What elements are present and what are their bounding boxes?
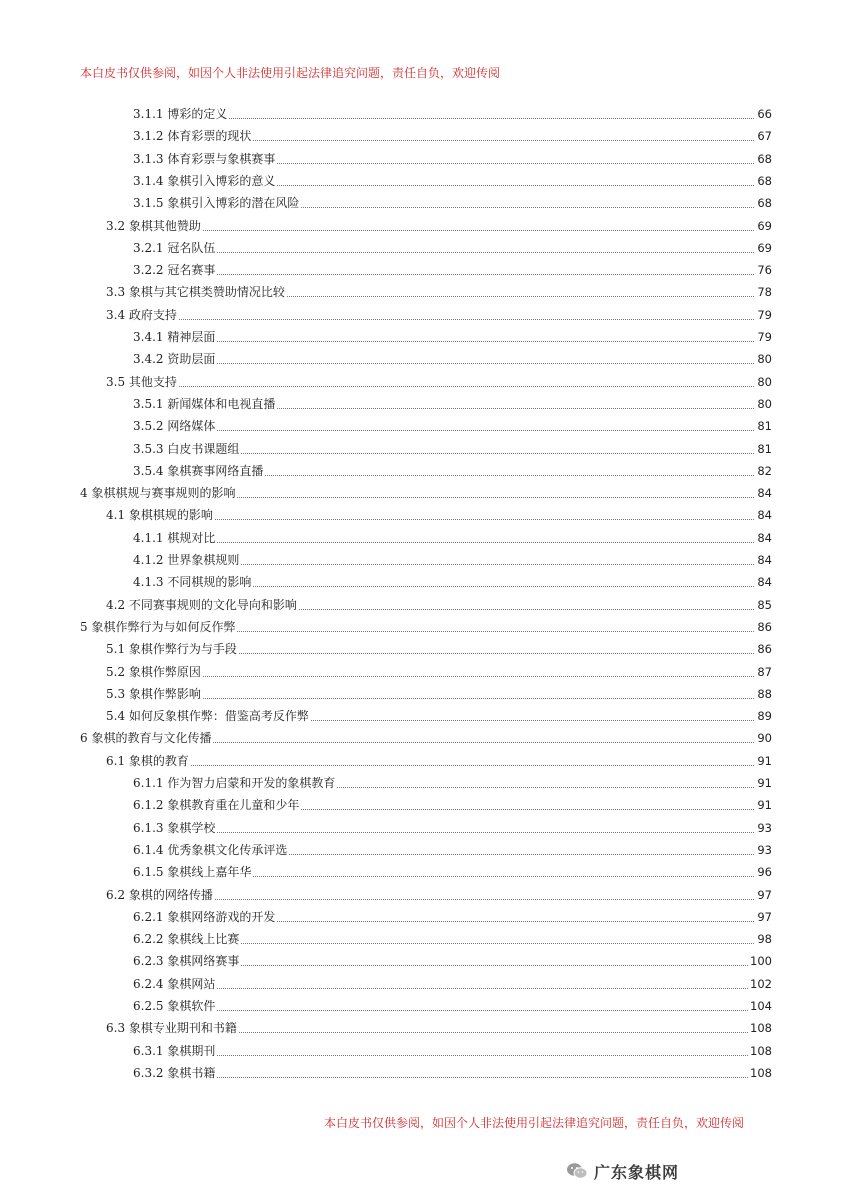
toc-entry[interactable] <box>0 973 848 995</box>
toc-entry[interactable] <box>0 237 848 259</box>
toc-entry[interactable] <box>0 504 848 526</box>
disclaimer-bottom: 本白皮书仅供参阅，如因个人非法使用引起法律追究问题，责任自负，欢迎传阅 <box>324 1116 745 1130</box>
toc-entry-title: 6.1.5 象棋线上嘉年华 <box>133 861 253 883</box>
toc-entry-title: 3.2.2 冠名赛事 <box>133 259 217 281</box>
toc-entry-page: 79 <box>755 326 772 348</box>
toc-entry[interactable] <box>0 750 848 772</box>
toc-entry-title: 5 象棋作弊行为与如何反作弊 <box>80 616 237 638</box>
toc-entry-page: 80 <box>755 393 772 415</box>
toc-entry[interactable] <box>0 906 848 928</box>
toc-entry-title: 3.5.2 网络媒体 <box>133 415 217 437</box>
toc-entry-page: 84 <box>755 571 772 593</box>
toc-entry-title: 3.3 象棋与其它棋类赞助情况比较 <box>106 281 287 303</box>
toc-leader-dots <box>106 698 770 699</box>
toc-leader-dots <box>133 363 770 364</box>
toc-entry[interactable] <box>0 928 848 950</box>
toc-entry-page: 85 <box>755 594 772 616</box>
toc-entry-page: 91 <box>755 772 772 794</box>
toc-entry-page: 93 <box>755 817 772 839</box>
toc-entry-title: 6.2.3 象棋网络赛事 <box>133 950 241 972</box>
toc-entry[interactable] <box>0 616 848 638</box>
toc-leader-dots <box>133 341 770 342</box>
toc-entry-title: 4.1.2 世界象棋规则 <box>133 549 241 571</box>
toc-entry-title: 6.1.4 优秀象棋文化传承评选 <box>133 839 289 861</box>
toc-entry[interactable] <box>0 1062 848 1084</box>
toc-entry[interactable] <box>0 103 848 125</box>
toc-entry-title: 4.1.1 棋规对比 <box>133 527 217 549</box>
toc-entry[interactable] <box>0 482 848 504</box>
toc-entry-title: 6.2.2 象棋线上比赛 <box>133 928 241 950</box>
watermark-logo <box>566 1160 679 1182</box>
toc-entry-title: 6.3.1 象棋期刊 <box>133 1040 217 1062</box>
toc-entry[interactable] <box>0 638 848 660</box>
toc-entry-title: 3.1.3 体育彩票与象棋赛事 <box>133 148 277 170</box>
toc-leader-dots <box>106 765 770 766</box>
toc-leader-dots <box>106 676 770 677</box>
toc-entry-title: 6.1 象棋的教育 <box>106 750 191 772</box>
logo-text: 广东象棋网 <box>594 1162 680 1182</box>
toc-entry[interactable] <box>0 1017 848 1039</box>
toc-entry[interactable] <box>0 683 848 705</box>
toc-entry-page: 89 <box>755 705 772 727</box>
toc-entry-page: 97 <box>755 884 772 906</box>
toc-entry[interactable] <box>0 594 848 616</box>
toc-entry-page: 100 <box>748 950 772 972</box>
toc-leader-dots <box>133 988 770 989</box>
toc-entry-title: 3.1.1 博彩的定义 <box>133 103 229 125</box>
toc-leader-dots <box>133 252 770 253</box>
toc-entry-page: 87 <box>755 661 772 683</box>
toc-entry[interactable] <box>0 304 848 326</box>
toc-entry-page: 93 <box>755 839 772 861</box>
toc-entry[interactable] <box>0 259 848 281</box>
toc-entry-title: 6.2.5 象棋软件 <box>133 995 217 1017</box>
toc-entry-page: 97 <box>755 906 772 928</box>
toc-entry-title: 6.2 象棋的网络传播 <box>106 884 215 906</box>
toc-entry[interactable] <box>0 415 848 437</box>
toc-entry-title: 3.1.2 体育彩票的现状 <box>133 125 253 147</box>
toc-entry-page: 86 <box>755 638 772 660</box>
toc-entry-page: 104 <box>748 995 772 1017</box>
toc-leader-dots <box>106 386 770 387</box>
toc-entry-title: 6.3 象棋专业期刊和书籍 <box>106 1017 239 1039</box>
toc-entry-page: 84 <box>755 504 772 526</box>
toc-entry-title: 3.5.3 白皮书课题组 <box>133 438 241 460</box>
toc-entry-page: 84 <box>755 549 772 571</box>
toc-entry[interactable] <box>0 794 848 816</box>
toc-entry-page: 79 <box>755 304 772 326</box>
toc-entry-page: 67 <box>755 125 772 147</box>
toc-entry-title: 6.2.4 象棋网站 <box>133 973 217 995</box>
toc-entry-page: 90 <box>755 727 772 749</box>
toc-leader-dots <box>133 1077 770 1078</box>
toc-entry-title: 6.3.2 象棋书籍 <box>133 1062 217 1084</box>
toc-entry[interactable] <box>0 1040 848 1062</box>
toc-entry-page: 84 <box>755 482 772 504</box>
disclaimer-top: 本白皮书仅供参阅，如因个人非法使用引起法律追究问题，责任自负，欢迎传阅 <box>80 66 501 80</box>
toc-entry-page: 80 <box>755 348 772 370</box>
toc-entry-title: 6.1.3 象棋学校 <box>133 817 217 839</box>
toc-entry-title: 3.1.4 象棋引入博彩的意义 <box>133 170 277 192</box>
toc-entry-page: 68 <box>755 170 772 192</box>
toc-entry[interactable] <box>0 772 848 794</box>
toc-entry-title: 3.1.5 象棋引入博彩的潜在风险 <box>133 192 301 214</box>
toc-entry[interactable] <box>0 348 848 370</box>
toc-entry-page: 108 <box>748 1040 772 1062</box>
toc-entry-page: 66 <box>755 103 772 125</box>
toc-entry[interactable] <box>0 817 848 839</box>
toc-entry[interactable] <box>0 438 848 460</box>
toc-entry[interactable] <box>0 192 848 214</box>
toc-entry-title: 6.2.1 象棋网络游戏的开发 <box>133 906 277 928</box>
toc-entry-title: 4.1.3 不同棋规的影响 <box>133 571 253 593</box>
toc-entry[interactable] <box>0 215 848 237</box>
toc-entry[interactable] <box>0 170 848 192</box>
toc-entry-page: 108 <box>748 1017 772 1039</box>
toc-entry-title: 3.4.1 精神层面 <box>133 326 217 348</box>
toc-leader-dots <box>133 832 770 833</box>
toc-leader-dots <box>106 319 770 320</box>
toc-entry[interactable] <box>0 393 848 415</box>
toc-entry-title: 5.1 象棋作弊行为与手段 <box>106 638 239 660</box>
toc-entry-page: 86 <box>755 616 772 638</box>
toc-entry[interactable] <box>0 661 848 683</box>
toc-entry-page: 88 <box>755 683 772 705</box>
toc-entry[interactable] <box>0 549 848 571</box>
toc-entry[interactable] <box>0 527 848 549</box>
wechat-icon <box>566 1162 588 1180</box>
toc-entry-page: 102 <box>748 973 772 995</box>
toc-entry-title: 6.1.1 作为智力启蒙和开发的象棋教育 <box>133 772 337 794</box>
toc-entry-page: 96 <box>755 861 772 883</box>
toc-entry-page: 78 <box>755 281 772 303</box>
toc-entry[interactable] <box>0 326 848 348</box>
toc-entry-title: 6 象棋的教育与文化传播 <box>80 727 213 749</box>
toc-entry-title: 3.5 其他支持 <box>106 371 179 393</box>
toc-entry[interactable] <box>0 571 848 593</box>
toc-entry-title: 3.5.4 象棋赛事网络直播 <box>133 460 265 482</box>
toc-entry[interactable] <box>0 705 848 727</box>
toc-entry[interactable] <box>0 861 848 883</box>
toc-entry-title: 5.2 象棋作弊原因 <box>106 661 203 683</box>
toc-leader-dots <box>106 230 770 231</box>
toc-entry-title: 3.2 象棋其他赞助 <box>106 215 203 237</box>
toc-leader-dots <box>133 430 770 431</box>
toc-entry-page: 82 <box>755 460 772 482</box>
toc-entry[interactable] <box>0 884 848 906</box>
toc-entry-page: 76 <box>755 259 772 281</box>
toc-entry-page: 108 <box>748 1062 772 1084</box>
toc-entry-page: 91 <box>755 794 772 816</box>
toc-entry[interactable] <box>0 727 848 749</box>
toc-entry-title: 3.4 政府支持 <box>106 304 179 326</box>
toc-entry-title: 3.5.1 新闻媒体和电视直播 <box>133 393 277 415</box>
toc-entry[interactable] <box>0 950 848 972</box>
toc-entry[interactable] <box>0 125 848 147</box>
toc-entry-page: 69 <box>755 215 772 237</box>
toc-entry-title: 5.3 象棋作弊影响 <box>106 683 203 705</box>
toc-leader-dots <box>133 1010 770 1011</box>
toc-entry-page: 91 <box>755 750 772 772</box>
toc-entry[interactable] <box>0 995 848 1017</box>
toc-entry-page: 98 <box>755 928 772 950</box>
toc-entry-page: 84 <box>755 527 772 549</box>
toc-entry-title: 4.2 不同赛事规则的文化导向和影响 <box>106 594 299 616</box>
toc-entry-page: 69 <box>755 237 772 259</box>
toc-entry-page: 68 <box>755 148 772 170</box>
toc-leader-dots <box>133 1055 770 1056</box>
toc-entry[interactable] <box>0 460 848 482</box>
toc-entry-title: 5.4 如何反象棋作弊：借鉴高考反作弊 <box>106 705 311 727</box>
toc-entry-title: 4.1 象棋棋规的影响 <box>106 504 215 526</box>
toc-leader-dots <box>133 542 770 543</box>
toc-entry[interactable] <box>0 371 848 393</box>
toc-entry-title: 3.4.2 资助层面 <box>133 348 217 370</box>
toc-entry[interactable] <box>0 148 848 170</box>
toc-entry-page: 81 <box>755 415 772 437</box>
toc-entry[interactable] <box>0 839 848 861</box>
toc-entry-page: 80 <box>755 371 772 393</box>
toc-entry-title: 4 象棋棋规与赛事规则的影响 <box>80 482 237 504</box>
toc-entry-page: 68 <box>755 192 772 214</box>
toc-entry-title: 3.2.1 冠名队伍 <box>133 237 217 259</box>
toc-entry[interactable] <box>0 281 848 303</box>
toc-leader-dots <box>133 274 770 275</box>
toc-entry-page: 81 <box>755 438 772 460</box>
toc-entry-title: 6.1.2 象棋教育重在儿童和少年 <box>133 794 301 816</box>
